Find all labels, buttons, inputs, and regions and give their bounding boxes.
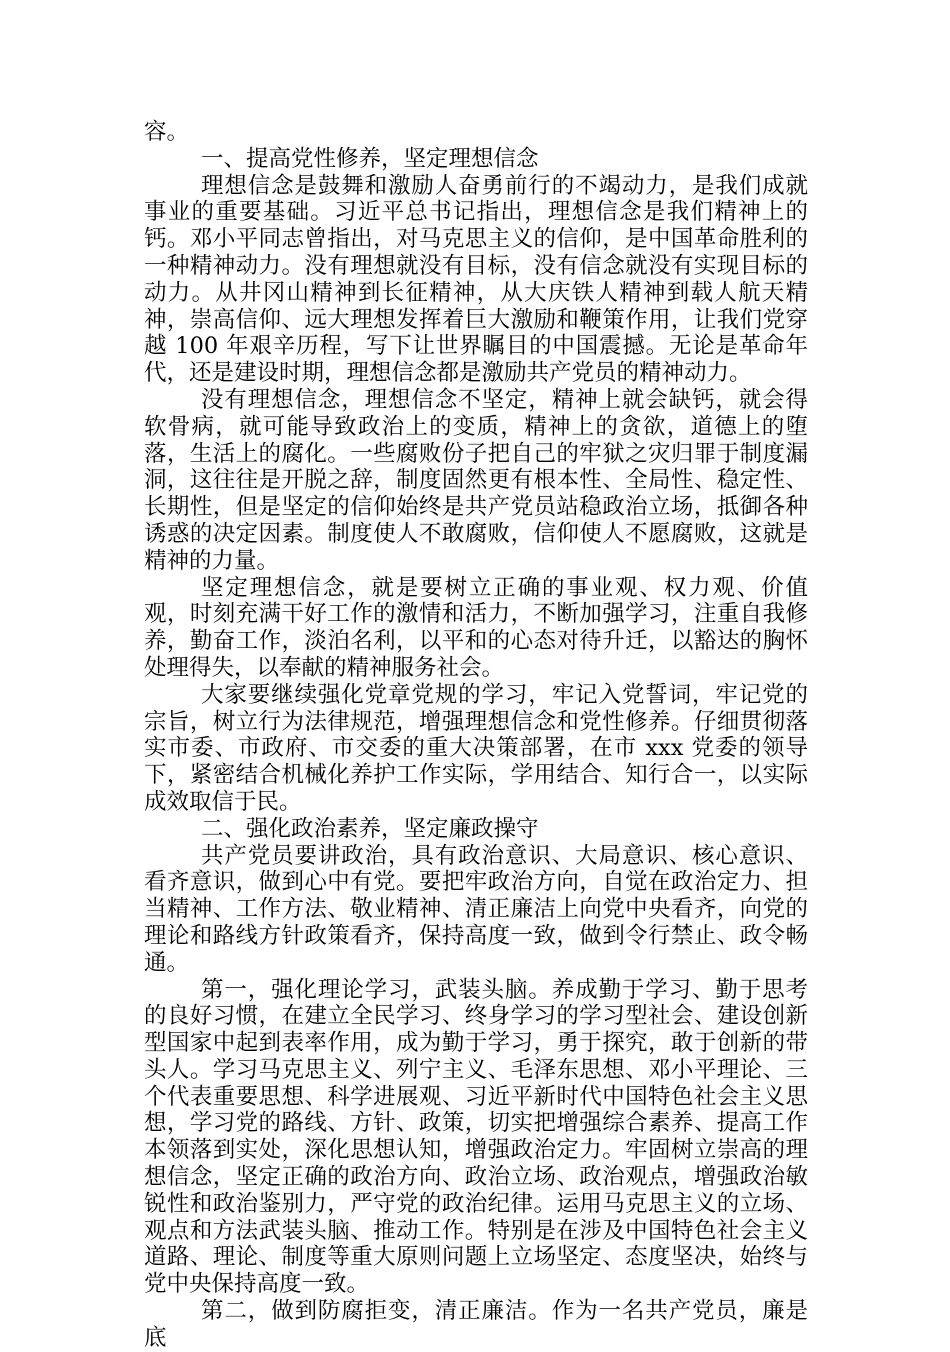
- section-heading-1: 一、提高党性修养，坚定理想信念: [201, 145, 539, 172]
- paragraph: 共产党员要讲政治，具有政治意识、大局意识、核心意识、看齐意识，做到心中有党。要把牢政治方向，自觉在政治定力、担当精神、工作方法、敬业精神、清正廉洁上向党中央看齐，向党的理论和路线方针政策看齐，保持高度一致，做到令行禁止、政令畅通。: [144, 842, 808, 976]
- paragraph: 第一，强化理论学习，武装头脑。养成勤于学习、勤于思考的良好习惯，在建立全民学习、终身学习的学习型社会、建设创新型国家中起到表率作用，成为勤于学习，勇于探究，敢于创新的带头人。学习马克思主义、列宁主义、毛泽东思想、邓小平理论、三个代表重要思想、科学进展观、习近平新时代中国特色社会主义思想，学习党的路线、方针、政策，切实把增强综合素养、提高工作本领落到实处，深化思想认知，增强政治定力。牢固树立崇高的理想信念，坚定正确的政治方向、政治立场、政治观点，增强政治敏锐性和政治鉴别力，严守党的政治纪律。运用马克思主义的立场、观点和方法武装头脑、推动工作。特别是在涉及中国特色社会主义道路、理论、制度等重大原则问题上立场坚定、态度坚决，始终与党中央保持高度一致。: [144, 976, 808, 1298]
- paragraph: 没有理想信念，理想信念不坚定，精神上就会缺钙，就会得软骨病，就可能导致政治上的变质，精神上的贪欲，道德上的堕落，生活上的腐化。一些腐败份子把自己的牢狱之灾归罪于制度漏洞，这往往是开脱之辞，制度固然更有根本性、全局性、稳定性、长期性，但是坚定的信仰始终是共产党员站稳政治立场，抵御各种诱惑的决定因素。制度使人不敢腐败，信仰使人不愿腐败，这就是精神的力量。: [144, 386, 808, 574]
- paragraph-continuation: 容。: [144, 119, 190, 145]
- section-heading-2: 二、强化政治素养，坚定廉政操守: [201, 815, 539, 842]
- paragraph: 大家要继续强化党章党规的学习，牢记入党誓词，牢记党的宗旨，树立行为法律规范，增强理想信念和党性修养。仔细贯彻落实市委、市政府、市交委的重大决策部署，在市 xxx 党委的领导下，紧密结合机械化养护工作实际，学用结合、知行合一，以实际成效取信于民。: [144, 681, 808, 815]
- document-page: [144, 119, 808, 1352]
- paragraph: 理想信念是鼓舞和激励人奋勇前行的不竭动力，是我们成就事业的重要基础。习近平总书记指出，理想信念是我们精神上的钙。邓小平同志曾指出，对马克思主义的信仰，是中国革命胜利的一种精神动力。没有理想就没有目标，没有信念就没有实现目标的动力。从井冈山精神到长征精神，从大庆铁人精神到载人航天精神，崇高信仰、远大理想发挥着巨大激励和鞭策作用，让我们党穿越 100 年艰辛历程，写下让世界瞩目的中国震撼。无论是革命年代，还是建设时期，理想信念都是激励共产党员的精神动力。: [144, 172, 808, 387]
- paragraph: 第二，做到防腐拒变，清正廉洁。作为一名共产党员，廉是底: [144, 1298, 808, 1351]
- paragraph: 坚定理想信念，就是要树立正确的事业观、权力观、价值观，时刻充满干好工作的激情和活力，不断加强学习，注重自我修养，勤奋工作，淡泊名利，以平和的心态对待升迁，以豁达的胸怀处理得失，以奉献的精神服务社会。: [144, 574, 808, 681]
